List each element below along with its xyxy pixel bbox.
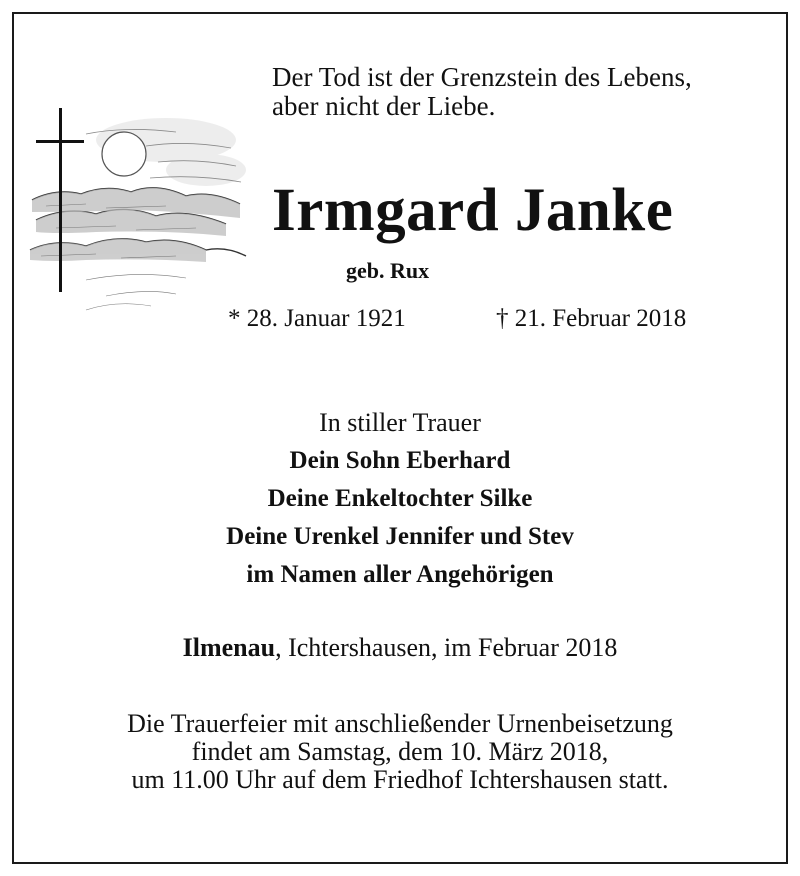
place-town: Ilmenau	[182, 633, 276, 662]
funeral-line-1: Die Trauerfeier mit anschließender Urnenbeisetzung	[127, 709, 673, 738]
place-and-date	[0, 633, 800, 663]
sun-icon	[102, 132, 146, 176]
funeral-line-3: um 11.00 Uhr auf dem Friedhof Ichtershausen statt.	[131, 765, 669, 794]
mourner-line: im Namen aller Angehörigen	[246, 561, 554, 588]
deceased-name: Irmgard Janke	[272, 177, 674, 244]
birth-date: * 28. Januar 1921	[228, 305, 406, 332]
quote	[272, 63, 692, 121]
mourning-intro: In stiller Trauer	[319, 408, 481, 437]
mourner-line: Deine Urenkel Jennifer und Stev	[226, 523, 574, 550]
mourner-line: Deine Enkeltochter Silke	[267, 485, 533, 512]
funeral-line-2: findet am Samstag, dem 10. März 2018,	[191, 737, 609, 766]
landscape-illustration	[26, 100, 248, 322]
quote-line-2: aber nicht der Liebe.	[272, 91, 496, 121]
funeral-info	[0, 710, 800, 794]
place-rest: , Ichtershausen, im Februar 2018	[275, 633, 618, 662]
birth-name: geb. Rux	[346, 258, 430, 283]
mourner-line: Dein Sohn Eberhard	[289, 447, 511, 474]
death-date: † 21. Februar 2018	[496, 305, 687, 332]
quote-line-1: Der Tod ist der Grenzstein des Lebens,	[272, 62, 692, 92]
